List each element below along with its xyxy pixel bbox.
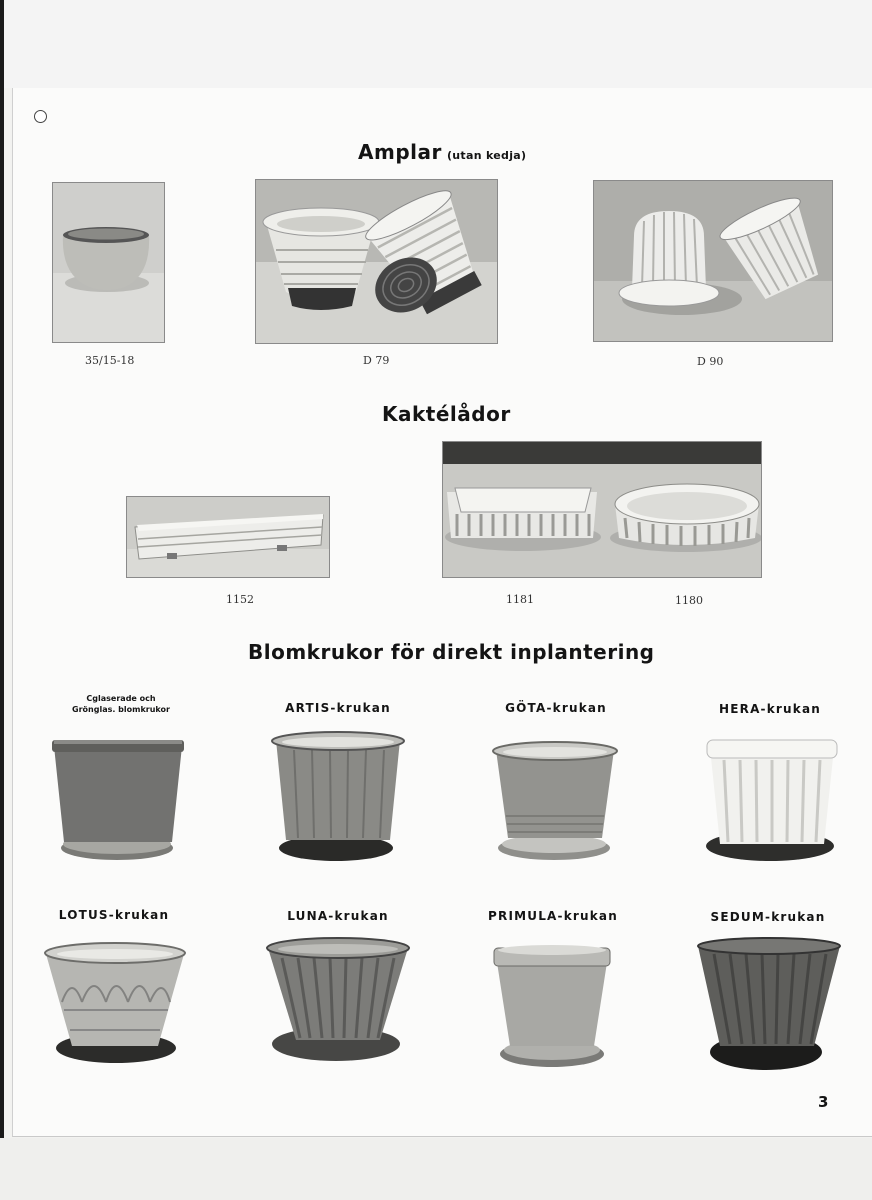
code-1181: 1181 [506,593,534,606]
page-number: 3 [818,1093,829,1111]
pot-label-gota: GÖTA-krukan [505,701,607,715]
small-pot-photo [52,182,165,343]
long-cactus-box-photo [126,496,330,578]
pot-label-line1: Cglaserade och [86,694,156,703]
punch-hole [34,110,47,123]
rectangular-cactus-box-photo [442,441,762,578]
primula-pot-image [494,945,610,1067]
scanner-left-edge [0,0,4,1200]
pot-label-hera: HERA-krukan [718,702,821,716]
pot-label-oglaserade [56,693,186,715]
blomkrukor-title: Blomkrukor för direkt inplantering [248,640,655,664]
scanner-bottom-strip [0,1138,872,1200]
hera-pot-image [706,740,837,861]
code-35-15-18: 35/15-18 [85,354,135,367]
code-d90: D 90 [697,355,724,368]
pot-label-primula: PRIMULA-krukan [488,909,618,923]
kaktelador-title: Kaktélådor [382,402,511,426]
pot-label-lotus: LOTUS-krukan [58,908,170,922]
code-d79: D 79 [363,354,390,367]
lotus-pot-image [45,943,185,1063]
oglaserade-pot-image [46,734,191,864]
amplar-heading [358,140,526,164]
pot-label-artis: ARTIS-krukan [285,701,391,715]
amplar-subtitle: (utan kedja) [446,149,527,162]
artis-pot-image [272,732,404,861]
scanner-top-strip [0,0,872,88]
pot-label-luna: LUNA-krukan [287,909,389,923]
luna-pot-image [267,938,409,1061]
two-ribbed-hanging-pots-photo [255,179,498,344]
amplar-title: Amplar [358,140,442,164]
code-1180: 1180 [675,594,703,607]
code-1152: 1152 [226,593,254,606]
gota-pot-image [493,742,617,860]
sedum-pot-image [698,938,840,1070]
pot-label-sedum: SEDUM-krukan [710,910,826,924]
pot-label-line2: Grönglas. blomkrukor [72,705,170,714]
two-fluted-bell-pots-photo [593,180,833,342]
